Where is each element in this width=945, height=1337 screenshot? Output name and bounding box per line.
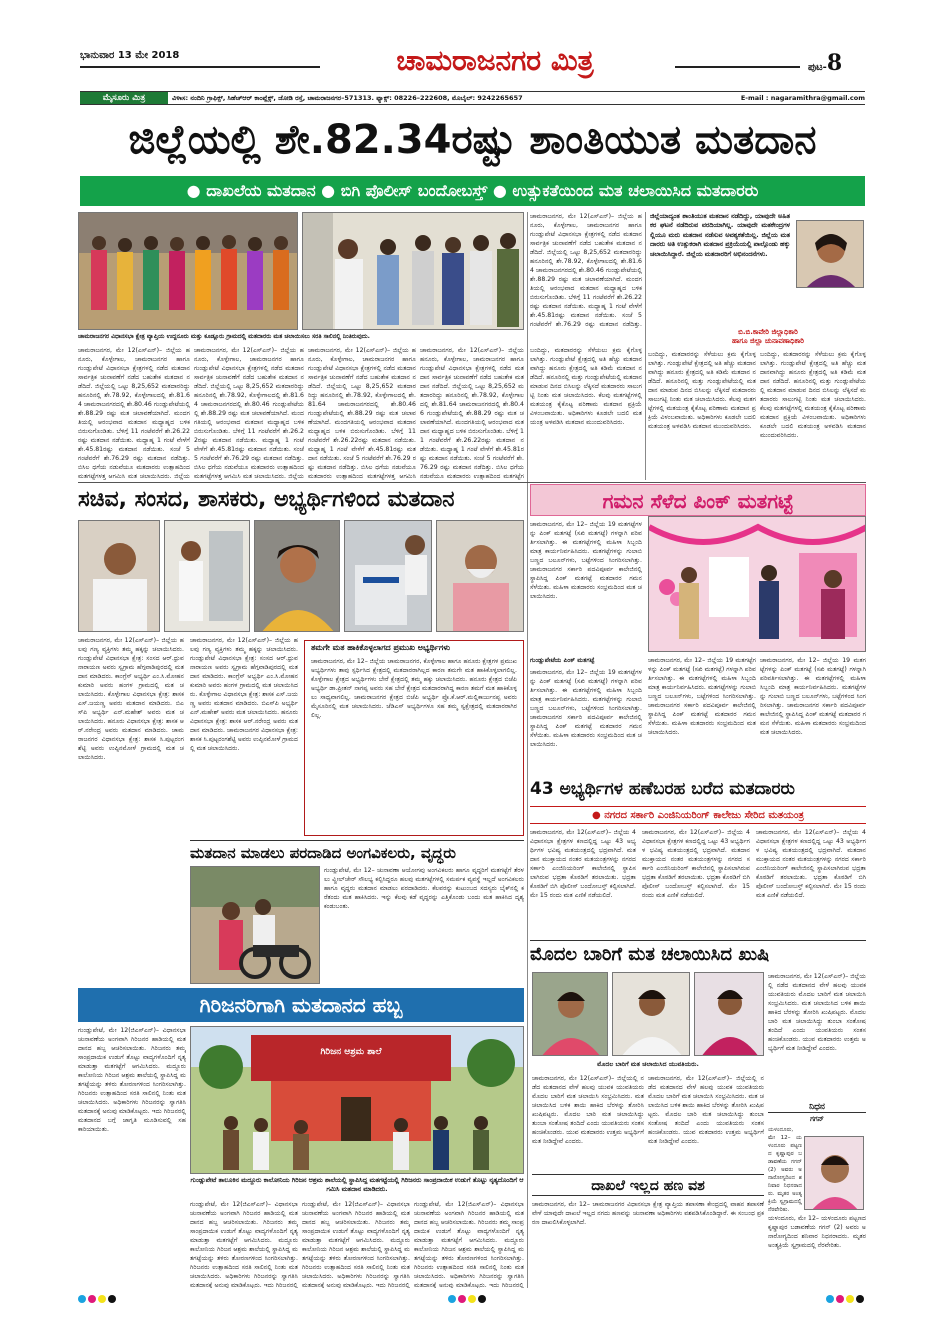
vip-photo-3 — [254, 520, 340, 632]
sub-brand: ಮೈಸೂರು ಮಿತ್ರ — [80, 92, 168, 104]
tribal-headline: ಗಿರಿಜನರಿಗಾಗಿ ಮತದಾನದ ಹಬ್ಬ — [78, 988, 524, 1022]
obituary-name: ಗಗನ್ — [810, 1115, 824, 1123]
registration-dot-yellow-left — [98, 1295, 106, 1303]
vip-photo-4 — [344, 520, 432, 632]
disabled-headline: ಮತದಾನ ಮಾಡಲು ಪರದಾಡಿದ ಅಂಗವಿಕಲರು, ವೃದ್ಧರು — [190, 840, 524, 864]
obituary-title: ನಿಧನ — [768, 1102, 866, 1113]
firsttime-body-col1: ಚಾಮರಾಜನಗರ, ಮೇ 12(ಎಸ್‌ಎನ್)– ಜಿಲ್ಲೆಯಲ್ಲಿ ನಡೆದ ಮತದಾನದ ವೇಳೆ ಹಲವು ಯುವಕ ಯುವತಿಯರು ಮೊದಲ ಬಾರಿಗೆ ಮತ ಚಲಾಯಿಸಿ ಸಂಭ್ರಮಿಸಿದರು. ಮತ ಚಲಾಯಿಸಿದ ಬಳಿಕ ಶಾಯಿ ಹಾಕಿದ ಬೆರಳನ್ನು ತೋರಿಸಿ ಖುಷಿಪಟ್ಟರು. ಮೊದಲ ಬಾರಿ ಮತ ಚಲಾಯಿಸಿದ್ದು ತುಂಬಾ ಸಂತೋಷ ತಂದಿದೆ ಎಂದು ಯುವತಿಯರು ಸಂತಸ ಹಂಚಿಕೊಂಡರು. ಯುವ ಮತದಾರರು ಉತ್ತಮ ಅಭ್ಯರ್ಥಿಗೆ ಮತ ನೀಡಿದ್ದೇವೆ ಎಂದರು. — [532, 1075, 644, 1145]
obituary-body-cont: ಯಳಂದೂರು, ಮೇ 12– ಯಳಂದೂರು ಪಟ್ಟಣದ ಕೃಷ್ಣಾಪುರ ಬಡಾವಣೆಯ ಗಗನ್ (2) ಅವರು ಅನಾರೋಗ್ಯದಿಂದ ಶನಿವಾರ ನಿಧನರಾದರು. ಮೃತರ ಅಂತ್ಯಕ್ರಿಯೆ ಸ್ವಗ್ರಾಮದಲ್ಲಿ ನೆರವೇರಿತು. — [768, 1215, 866, 1249]
tribal-banner-text: ಗಿರಿಜನ ಆಶ್ರಮ ಶಾಲೆ — [320, 1047, 382, 1057]
section-rule-1 — [78, 482, 866, 483]
tribal-body-col3: ಗುಂಡ್ಲುಪೇಟೆ, ಮೇ 12(ಜಿಎಸ್‌ಎನ್)– ವಿಧಾನಸಭಾ ಚುನಾವಣೆಯ ಅಂಗವಾಗಿ ಗಿರಿಜನರ ಹಾಡಿಯಲ್ಲಿ ಮತದಾನದ ಹಬ್ಬ ಆಚರಿಸಲಾಯಿತು. ಗಿರಿಜನರು ತಮ್ಮ ಸಾಂಪ್ರದಾಯಿಕ ಉಡುಗೆ ತೊಟ್ಟು ವಾದ್ಯಗಳೊಂದಿಗೆ ನೃತ್ಯ ಮಾಡುತ್ತಾ ಮತಗಟ್ಟೆಗೆ ಆಗಮಿಸಿದರು. ಮದ್ದೂರು ಕಾಲೋನಿಯ ಗಿರಿಜನ ಆಶ್ರಮ ಶಾಲೆಯಲ್ಲಿ ಸ್ಥಾಪಿಸಿದ್ದ ಮತಗಟ್ಟೆಯನ್ನು ತಳಿರು ತೋರಣಗಳಿಂದ ಸಿಂಗರಿಸಲಾಗಿತ್ತು. ಗಿರಿಜನರು ಉತ್ಸಾಹದಿಂದ ಸರತಿ ಸಾಲಿನಲ್ಲಿ ನಿಂತು ಮತ ಚಲಾಯಿಸಿದರು. ಅಧಿಕಾರಿಗಳು ಗಿರಿಜನರನ್ನು ಸ್ವಾಗತಿಸಿ ಮತದಾನಕ್ಕೆ ಅನುವು ಮಾಡಿಕೊಟ್ಟರು. ಇದು ಗಿರಿಜನರಲ್ಲಿ — [302, 1201, 410, 1288]
pink-body-col3: ಚಾಮರಾಜನಗರ, ಮೇ 12– ಜಿಲ್ಲೆಯ 19 ಮತಗಟ್ಟೆಗಳನ್ನು ಪಿಂಕ್ ಮತಗಟ್ಟೆ (ಸಖಿ ಮತಗಟ್ಟೆ) ಗಳನ್ನಾಗಿ ಪರಿವರ್ತಿಸಲಾಗಿತ್ತು. ಈ ಮತಗಟ್ಟೆಗಳಲ್ಲಿ ಮಹಿಳಾ ಸಿಬ್ಬಂದಿ ಮಾತ್ರ ಕಾರ್ಯನಿರ್ವಹಿಸಿದರು. ಮತಗಟ್ಟೆಗಳನ್ನು ಗುಲಾಬಿ ಬಣ್ಣದ ಬಲೂನ್‌ಗಳು, ಬಟ್ಟೆಗಳಿಂದ ಸಿಂಗರಿಸಲಾಗಿತ್ತು. ಚಾಮರಾಜನಗರ ಸರ್ಕಾರಿ ಪದವಿಪೂರ್ವ ಕಾಲೇಜಿನಲ್ಲಿ ಸ್ಥಾಪಿಸಿದ್ದ ಪಿಂಕ್ ಮತಗಟ್ಟೆ ಮತದಾರರ ಗಮನ ಸೆಳೆಯಿತು. ಮಹಿಳಾ ಮತದಾರರು ಸಂಭ್ರಮದಿಂದ ಮತ ಚಲಾಯಿಸಿದರು. — [648, 657, 756, 736]
queue-men-illustration — [303, 213, 524, 330]
lead-body-col3: ಚಾಮರಾಜನಗರ, ಮೇ 12(ಎಸ್‌ಎನ್)– ಜಿಲ್ಲೆಯ ಹನೂರು, ಕೊಳ್ಳೇಗಾಲ, ಚಾಮರಾಜನಗರ ಹಾಗೂ ಗುಂಡ್ಲುಪೇಟೆ ವಿಧಾನಸಭಾ ಕ್ಷೇತ್ರಗಳಲ್ಲಿ ನಡೆದ ಮತದಾನ ಸಾರ್ವತ್ರಿಕ ಚುನಾವಣೆಗೆ ನಡೆದ ಬಹುತೇಕ ಮತದಾನ ನಡೆದಿದೆ. ಜಿಲ್ಲೆಯಲ್ಲಿ ಒಟ್ಟು 8,25,652 ಮತದಾರರಿದ್ದು ಹನೂರಿನಲ್ಲಿ ಶೇ.78.92, ಕೊಳ್ಳೇಗಾಲದಲ್ಲಿ ಶೇ.81.64 ಚಾಮರಾಜನಗರದಲ್ಲಿ ಶೇ.80.46 ಗುಂಡ್ಲುಪೇಟೆಯಲ್ಲಿ ಶೇ.88.29 ರಷ್ಟು ಮತ ಚಲಾವಣೆಯಾಗಿದೆ. ಮಂದಗತಿಯಲ್ಲಿ ಆರಂಭವಾದ ಮತದಾನ ಮಧ್ಯಾಹ್ನದ ಬಳಿಕ ಬಿರುಸುಗೊಂಡಿತು. ಬೆಳಿಗ್ಗೆ 11 ಗಂಟೆವರೆಗೆ ಶೇ.26.22ರಷ್ಟು ಮತದಾನ ನಡೆಯಿತು. ಮಧ್ಯಾಹ್ನ 1 ಗಂಟೆ ವೇಳೆಗೆ ಶೇ.45.81ರಷ್ಟು ಮತದಾನ ನಡೆಯಿತು. ಸಂಜೆ 5 ಗಂಟೆವರೆಗೆ ಶೇ.76.29 ರಷ್ಟು ಮತದಾನ ನಡೆದಿತ್ತು. ಬಿಸಿಲ ಧಗೆಯ ನಡುವೆಯೂ ಮತದಾರರು ಉತ್ಸಾಹದಿಂದ ಮತಗಟ್ಟೆಗಳತ್ತ ಆಗಮಿಸಿ — [308, 347, 416, 480]
obituary-photo — [804, 1136, 864, 1210]
candidates43-headline: 43 ಅಭ್ಯರ್ಥಿಗಳ ಹಣೆಬರಹ ಬರೆದ ಮತದಾರರು — [530, 779, 795, 799]
vip-1-illustration — [79, 521, 160, 632]
collector-quote: ಜಿಲ್ಲೆಯಾದ್ಯಂತ ಶಾಂತಿಯುತ ಮತದಾನ ನಡೆದಿದ್ದು, ಯಾವುದೇ ಅಹಿತಕರ ಘಟನೆ ನಡೆದಿರುವ ವರದಿಯಾಗಿಲ್ಲ. ಯಾವುದೇ ಮತಕೇಂದ್ರಗಳಲ್ಲಿಯೂ ಮರು ಮತದಾನ ನಡೆಸುವ ಅವಶ್ಯಕತೆಯಿಲ್ಲ. ಜಿಲ್ಲೆಯ ಮತದಾರರು ಅತಿ ಉತ್ಸುಕರಾಗಿ ಮತದಾನ ಪ್ರಕ್ರಿಯೆಯಲ್ಲಿ ಪಾಲ್ಗೊಂಡು ಹಕ್ಕು ಚಲಾಯಿಸಿದ್ದಾರೆ. ಜಿಲ್ಲೆಯ ಮತದಾರರಿಗೆ ಅಭಿನಂದನೆಗಳು. — [650, 212, 790, 258]
registration-dot-cyan-right — [826, 1295, 834, 1303]
candidates43-body-col2: ಚಾಮರಾಜನಗರ, ಮೇ 12(ಎಸ್‌ಎನ್)– ಜಿಲ್ಲೆಯ 4 ವಿಧಾನಸಭಾ ಕ್ಷೇತ್ರಗಳ ಕಣದಲ್ಲಿದ್ದ ಒಟ್ಟು 43 ಅಭ್ಯರ್ಥಿಗಳ ಭವಿಷ್ಯ ಮತಯಂತ್ರದಲ್ಲಿ ಭದ್ರವಾಗಿದೆ. ಮತದಾನ ಮುಕ್ತಾಯದ ನಂತರ ಮತಯಂತ್ರಗಳನ್ನು ನಗರದ ಸರ್ಕಾರಿ ಎಂಜಿನಿಯರಿಂಗ್ ಕಾಲೇಜಿನಲ್ಲಿ ಸ್ಥಾಪಿಸಲಾಗಿರುವ ಭದ್ರತಾ ಕೊಠಡಿಗೆ ತರಲಾಯಿತು. ಭದ್ರತಾ ಕೊಠಡಿಗೆ ಬಿಗಿ ಪೊಲೀಸ್ ಬಂದೋಬಸ್ತ್ ಕಲ್ಪಿಸಲಾಗಿದೆ. ಮೇ 15 ರಂದು ಮತ ಎಣಿಕೆ ನಡೆಯಲಿದೆ. — [642, 829, 750, 899]
disabled-illustration — [191, 867, 320, 984]
lead-photo-queue-women — [78, 212, 298, 330]
child-portrait-illustration — [805, 1137, 864, 1210]
firsttime-3-illustration — [695, 973, 764, 1056]
firsttime-photo-1 — [532, 972, 608, 1056]
firsttime-body-col3: ಚಾಮರಾಜನಗರ, ಮೇ 12(ಎಸ್‌ಎನ್)– ಜಿಲ್ಲೆಯಲ್ಲಿ ನಡೆದ ಮತದಾನದ ವೇಳೆ ಹಲವು ಯುವಕ ಯುವತಿಯರು ಮೊದಲ ಬಾರಿಗೆ ಮತ ಚಲಾಯಿಸಿ ಸಂಭ್ರಮಿಸಿದರು. ಮತ ಚಲಾಯಿಸಿದ ಬಳಿಕ ಶಾಯಿ ಹಾಕಿದ ಬೆರಳನ್ನು ತೋರಿಸಿ ಖುಷಿಪಟ್ಟರು. ಮೊದಲ ಬಾರಿ ಮತ ಚಲಾಯಿಸಿದ್ದು ತುಂಬಾ ಸಂತೋಷ ತಂದಿದೆ ಎಂದು ಯುವತಿಯರು ಸಂತಸ ಹಂಚಿಕೊಂಡರು. ಯುವ ಮತದಾರರು ಉತ್ತಮ ಅಭ್ಯರ್ಥಿಗೆ ಮತ ನೀಡಿದ್ದೇವೆ ಎಂದರು. — [768, 973, 866, 1052]
mid-col-c: ಬಂದಿದ್ದು, ಮತದಾರರನ್ನು ಸೆಳೆಯಲು ಕ್ರಮ ಕೈಗೊಳ್ಳಲಾಗಿತ್ತು. ಗುಂಡ್ಲುಪೇಟೆ ಕ್ಷೇತ್ರದಲ್ಲಿ ಅತಿ ಹೆಚ್ಚು ಮತದಾನವಾಗಿದ್ದು ಹನೂರು ಕ್ಷೇತ್ರದಲ್ಲಿ ಅತಿ ಕಡಿಮೆ ಮತದಾನ ನಡೆದಿದೆ. ಹನೂರಿನಲ್ಲಿ ಮತ್ತು ಗುಂಡ್ಲುಪೇಟೆಯಲ್ಲಿ ಮತದಾನ ಮಾಡುವ ದಿನದ ಬಿಸಿಲನ್ನು ಲೆಕ್ಕಿಸದೆ ಮತದಾರರು ಸಾಲುಗಟ್ಟಿ ನಿಂತು ಮತ ಚಲಾಯಿಸಿದರು. ಕೆಲವು ಮತಗಟ್ಟೆಗಳಲ್ಲಿ ಮತಯಂತ್ರ ಕೈಕೊಟ್ಟ ಪರಿಣಾಮ ಮತದಾನ ಪ್ರಕ್ರಿಯೆ ವಿಳಂಬವಾಯಿತು. ಅಧಿಕಾರಿಗಳು ಕೂಡಲೇ ಬದಲಿ ಮತಯಂತ್ರ ಅಳವಡಿಸಿ ಮತದಾನ ಮುಂದುವರಿಸಿದರು. — [760, 351, 866, 439]
mid-col-b: ಬಂದಿದ್ದು, ಮತದಾರರನ್ನು ಸೆಳೆಯಲು ಕ್ರಮ ಕೈಗೊಳ್ಳಲಾಗಿತ್ತು. ಗುಂಡ್ಲುಪೇಟೆ ಕ್ಷೇತ್ರದಲ್ಲಿ ಅತಿ ಹೆಚ್ಚು ಮತದಾನವಾಗಿದ್ದು ಹನೂರು ಕ್ಷೇತ್ರದಲ್ಲಿ ಅತಿ ಕಡಿಮೆ ಮತದಾನ ನಡೆದಿದೆ. ಹನೂರಿನಲ್ಲಿ ಮತ್ತು ಗುಂಡ್ಲುಪೇಟೆಯಲ್ಲಿ ಮತದಾನ ಮಾಡುವ ದಿನದ ಬಿಸಿಲನ್ನು ಲೆಕ್ಕಿಸದೆ ಮತದಾರರು ಸಾಲುಗಟ್ಟಿ ನಿಂತು ಮತ ಚಲಾಯಿಸಿದರು. ಕೆಲವು ಮತಗಟ್ಟೆಗಳಲ್ಲಿ ಮತಯಂತ್ರ ಕೈಕೊಟ್ಟ ಪರಿಣಾಮ ಮತದಾನ ಪ್ರಕ್ರಿಯೆ ವಿಳಂಬವಾಯಿತು. ಅಧಿಕಾರಿಗಳು ಕೂಡಲೇ ಬದಲಿ ಮತಯಂತ್ರ ಅಳವಡಿಸಿ ಮತದಾನ ಮುಂದುವರಿಸಿದರು. — [648, 351, 756, 430]
registration-dot-cyan-left — [78, 1295, 86, 1303]
pink-body-col2: ಚಾಮರಾಜನಗರ, ಮೇ 12– ಜಿಲ್ಲೆಯ 19 ಮತಗಟ್ಟೆಗಳನ್ನು ಪಿಂಕ್ ಮತಗಟ್ಟೆ (ಸಖಿ ಮತಗಟ್ಟೆ) ಗಳನ್ನಾಗಿ ಪರಿವರ್ತಿಸಲಾಗಿತ್ತು. ಈ ಮತಗಟ್ಟೆಗಳಲ್ಲಿ ಮಹಿಳಾ ಸಿಬ್ಬಂದಿ ಮಾತ್ರ ಕಾರ್ಯನಿರ್ವಹಿಸಿದರು. ಮತಗಟ್ಟೆಗಳನ್ನು ಗುಲಾಬಿ ಬಣ್ಣದ ಬಲೂನ್‌ಗಳು, ಬಟ್ಟೆಗಳಿಂದ ಸಿಂಗರಿಸಲಾಗಿತ್ತು. ಚಾಮರಾಜನಗರ ಸರ್ಕಾರಿ ಪದವಿಪೂರ್ವ ಕಾಲೇಜಿನಲ್ಲಿ ಸ್ಥಾಪಿಸಿದ್ದ ಪಿಂಕ್ ಮತಗಟ್ಟೆ ಮತದಾರರ ಗಮನ ಸೆಳೆಯಿತು. ಮಹಿಳಾ ಮತದಾರರು ಸಂಭ್ರಮದಿಂದ ಮತ ಚಲಾಯಿಸಿದರು. — [530, 669, 642, 748]
masthead-rule-left — [80, 66, 320, 68]
firsttime-2-illustration — [613, 973, 690, 1056]
lead-subhead: ● ದಾಖಲೆಯ ಮತದಾನ ● ಬಿಗಿ ಪೊಲೀಸ್ ಬಂದೋಬಸ್ತ್ ● ಉತ್ಸುಕತೆಯಿಂದ ಮತ ಚಲಾಯಿಸಿದ ಮತದಾರರು — [80, 176, 865, 206]
mid-col-a: ಬಂದಿದ್ದು, ಮತದಾರರನ್ನು ಸೆಳೆಯಲು ಕ್ರಮ ಕೈಗೊಳ್ಳಲಾಗಿತ್ತು. ಗುಂಡ್ಲುಪೇಟೆ ಕ್ಷೇತ್ರದಲ್ಲಿ ಅತಿ ಹೆಚ್ಚು ಮತದಾನವಾಗಿದ್ದು ಹನೂರು ಕ್ಷೇತ್ರದಲ್ಲಿ ಅತಿ ಕಡಿಮೆ ಮತದಾನ ನಡೆದಿದೆ. ಹನೂರಿನಲ್ಲಿ ಮತ್ತು ಗುಂಡ್ಲುಪೇಟೆಯಲ್ಲಿ ಮತದಾನ ಮಾಡುವ ದಿನದ ಬಿಸಿಲನ್ನು ಲೆಕ್ಕಿಸದೆ ಮತದಾರರು ಸಾಲುಗಟ್ಟಿ ನಿಂತು ಮತ ಚಲಾಯಿಸಿದರು. ಕೆಲವು ಮತಗಟ್ಟೆಗಳಲ್ಲಿ ಮತಯಂತ್ರ ಕೈಕೊಟ್ಟ ಪರಿಣಾಮ ಮತದಾನ ಪ್ರಕ್ರಿಯೆ ವಿಳಂಬವಾಯಿತು. ಅಧಿಕಾರಿಗಳು ಕೂಡಲೇ ಬದಲಿ ಮತಯಂತ್ರ ಅಳವಡಿಸಿ ಮತದಾನ ಮುಂದುವರಿಸಿದರು. — [530, 347, 642, 426]
masthead-title: ಚಾಮರಾಜನಗರ ಮಿತ್ರ — [396, 44, 594, 77]
tribal-body-col2: ಗುಂಡ್ಲುಪೇಟೆ, ಮೇ 12(ಜಿಎಸ್‌ಎನ್)– ವಿಧಾನಸಭಾ ಚುನಾವಣೆಯ ಅಂಗವಾಗಿ ಗಿರಿಜನರ ಹಾಡಿಯಲ್ಲಿ ಮತದಾನದ ಹಬ್ಬ ಆಚರಿಸಲಾಯಿತು. ಗಿರಿಜನರು ತಮ್ಮ ಸಾಂಪ್ರದಾಯಿಕ ಉಡುಗೆ ತೊಟ್ಟು ವಾದ್ಯಗಳೊಂದಿಗೆ ನೃತ್ಯ ಮಾಡುತ್ತಾ ಮತಗಟ್ಟೆಗೆ ಆಗಮಿಸಿದರು. ಮದ್ದೂರು ಕಾಲೋನಿಯ ಗಿರಿಜನ ಆಶ್ರಮ ಶಾಲೆಯಲ್ಲಿ ಸ್ಥಾಪಿಸಿದ್ದ ಮತಗಟ್ಟೆಯನ್ನು ತಳಿರು ತೋರಣಗಳಿಂದ ಸಿಂಗರಿಸಲಾಗಿತ್ತು. ಗಿರಿಜನರು ಉತ್ಸಾಹದಿಂದ ಸರತಿ ಸಾಲಿನಲ್ಲಿ ನಿಂತು ಮತ ಚಲಾಯಿಸಿದರು. ಅಧಿಕಾರಿಗಳು ಗಿರಿಜನರನ್ನು ಸ್ವಾಗತಿಸಿ ಮತದಾನಕ್ಕೆ ಅನುವು ಮಾಡಿಕೊಟ್ಟರು. ಇದು ಗಿರಿಜನರಲ್ಲಿ — [190, 1201, 298, 1288]
collector-quote-box — [650, 212, 866, 344]
registration-dot-magenta-left — [88, 1295, 96, 1303]
address-bar — [80, 91, 865, 105]
vip-5-illustration — [437, 521, 524, 632]
pink-photo — [648, 516, 866, 652]
candidates-box-body: ಚಾಮರಾಜನಗರ, ಮೇ 12– ಜಿಲ್ಲೆಯ ಚಾಮರಾಜನಗರ, ಕೊಳ್ಳೇಗಾಲ ಹಾಗೂ ಹನೂರು ಕ್ಷೇತ್ರಗಳ ಪ್ರಮುಖ ಅಭ್ಯರ್ಥಿಗಳು ತಾವು ಸ್ಪರ್ಧಿಸಿದ ಕ್ಷೇತ್ರದಲ್ಲಿ ಮತದಾರರಾಗಿಲ್ಲದ ಕಾರಣ ತಮಗೇ ಮತ ಹಾಕಿಕೊಳ್ಳಲಾಗಲಿಲ್ಲ. ಕೊಳ್ಳೇಗಾಲ ಕ್ಷೇತ್ರದ ಅಭ್ಯರ್ಥಿಗಳು ಬೇರೆ ಕ್ಷೇತ್ರದಲ್ಲಿ ತಮ್ಮ ಹಕ್ಕು ಚಲಾಯಿಸಿದರು. ಹನೂರು ಕ್ಷೇತ್ರದ ಬಿಜೆಪಿ ಅಭ್ಯರ್ಥಿ ಡಾ.ಪ್ರೀತನ್ ನಾಗಪ್ಪ ಅವರು ಸಹ ಬೇರೆ ಕ್ಷೇತ್ರದ ಮತದಾರರಾಗಿದ್ದ ಕಾರಣ ತಮಗೆ ಮತ ಹಾಕಿಕೊಳ್ಳಲು ಸಾಧ್ಯವಾಗಲಿಲ್ಲ. ಚಾಮರಾಜನಗರ ಕ್ಷೇತ್ರದ ಬಿಜೆಪಿ ಅಭ್ಯರ್ಥಿ ಪ್ರೊ.ಕೆ.ಆರ್.ಮಲ್ಲಿಕಾರ್ಜುನಪ್ಪ ಅವರು ಮೈಸೂರಿನಲ್ಲಿ ಮತ ಚಲಾಯಿಸಿದರು. ಜೆಡಿಎಸ್ ಅಭ್ಯರ್ಥಿಗಳೂ ಸಹ ತಮ್ಮ ಸ್ವಕ್ಷೇತ್ರದಲ್ಲಿ ಮತದಾರರಾಗಿರಲಿಲ್ಲ. — [311, 658, 517, 719]
lead-body-col5: ಚಾಮರಾಜನಗರ, ಮೇ 12(ಎಸ್‌ಎನ್)– ಜಿಲ್ಲೆಯ ಹನೂರು, ಕೊಳ್ಳೇಗಾಲ, ಚಾಮರಾಜನಗರ ಹಾಗೂ ಗುಂಡ್ಲುಪೇಟೆ ವಿಧಾನಸಭಾ ಕ್ಷೇತ್ರಗಳಲ್ಲಿ ನಡೆದ ಮತದಾನ ಸಾರ್ವತ್ರಿಕ ಚುನಾವಣೆಗೆ ನಡೆದ ಬಹುತೇಕ ಮತದಾನ ನಡೆದಿದೆ. ಜಿಲ್ಲೆಯಲ್ಲಿ ಒಟ್ಟು 8,25,652 ಮತದಾರರಿದ್ದು ಹನೂರಿನಲ್ಲಿ ಶೇ.78.92, ಕೊಳ್ಳೇಗಾಲದಲ್ಲಿ ಶೇ.81.64 ಚಾಮರಾಜನಗರದಲ್ಲಿ ಶೇ.80.46 ಗುಂಡ್ಲುಪೇಟೆಯಲ್ಲಿ ಶೇ.88.29 ರಷ್ಟು ಮತ ಚಲಾವಣೆಯಾಗಿದೆ. ಮಂದಗತಿಯಲ್ಲಿ ಆರಂಭವಾದ ಮತದಾನ ಮಧ್ಯಾಹ್ನದ ಬಳಿಕ ಬಿರುಸುಗೊಂಡಿತು. ಬೆಳಿಗ್ಗೆ 11 ಗಂಟೆವರೆಗೆ ಶೇ.26.22ರಷ್ಟು ಮತದಾನ ನಡೆಯಿತು. ಮಧ್ಯಾಹ್ನ 1 ಗಂಟೆ ವೇಳೆಗೆ ಶೇ.45.81ರಷ್ಟು ಮತದಾನ ನಡೆಯಿತು. ಸಂಜೆ 5 ಗಂಟೆವರೆಗೆ ಶೇ.76.29 ರಷ್ಟು ಮತದಾನ ನಡೆದಿತ್ತು. — [530, 213, 642, 328]
masthead-rule-right — [675, 66, 800, 68]
firsttime-1-illustration — [533, 973, 608, 1056]
firsttime-body-col2: ಚಾಮರಾಜನಗರ, ಮೇ 12(ಎಸ್‌ಎನ್)– ಜಿಲ್ಲೆಯಲ್ಲಿ ನಡೆದ ಮತದಾನದ ವೇಳೆ ಹಲವು ಯುವಕ ಯುವತಿಯರು ಮೊದಲ ಬಾರಿಗೆ ಮತ ಚಲಾಯಿಸಿ ಸಂಭ್ರಮಿಸಿದರು. ಮತ ಚಲಾಯಿಸಿದ ಬಳಿಕ ಶಾಯಿ ಹಾಕಿದ ಬೆರಳನ್ನು ತೋರಿಸಿ ಖುಷಿಪಟ್ಟರು. ಮೊದಲ ಬಾರಿ ಮತ ಚಲಾಯಿಸಿದ್ದು ತುಂಬಾ ಸಂತೋಷ ತಂದಿದೆ ಎಂದು ಯುವತಿಯರು ಸಂತಸ ಹಂಚಿಕೊಂಡರು. ಯುವ ಮತದಾರರು ಉತ್ತಮ ಅಭ್ಯರ್ಥಿಗೆ ಮತ ನೀಡಿದ್ದೇವೆ ಎಂದರು. — [648, 1075, 764, 1145]
collector-illustration — [797, 221, 864, 288]
vip-headline: ಸಚಿವ, ಸಂಸದ, ಶಾಸಕರು, ಅಭ್ಯರ್ಥಿಗಳಿಂದ ಮತದಾನ — [78, 487, 455, 512]
pink-headline: ಗಮನ ಸೆಳೆದ ಪಿಂಕ್ ಮತಗಟ್ಟೆ — [530, 484, 866, 516]
page-number: 8 — [826, 50, 843, 76]
money-headline: ದಾಖಲೆ ಇಲ್ಲದ ಹಣ ವಶ — [532, 1174, 764, 1196]
lead-body-col4: ಚಾಮರಾಜನಗರ, ಮೇ 12(ಎಸ್‌ಎನ್)– ಜಿಲ್ಲೆಯ ಹನೂರು, ಕೊಳ್ಳೇಗಾಲ, ಚಾಮರಾಜನಗರ ಹಾಗೂ ಗುಂಡ್ಲುಪೇಟೆ ವಿಧಾನಸಭಾ ಕ್ಷೇತ್ರಗಳಲ್ಲಿ ನಡೆದ ಮತದಾನ ಸಾರ್ವತ್ರಿಕ ಚುನಾವಣೆಗೆ ನಡೆದ ಬಹುತೇಕ ಮತದಾನ ನಡೆದಿದೆ. ಜಿಲ್ಲೆಯಲ್ಲಿ ಒಟ್ಟು 8,25,652 ಮತದಾರರಿದ್ದು ಹನೂರಿನಲ್ಲಿ ಶೇ.78.92, ಕೊಳ್ಳೇಗಾಲದಲ್ಲಿ ಶೇ.81.64 ಚಾಮರಾಜನಗರದಲ್ಲಿ ಶೇ.80.46 ಗುಂಡ್ಲುಪೇಟೆಯಲ್ಲಿ ಶೇ.88.29 ರಷ್ಟು ಮತ ಚಲಾವಣೆಯಾಗಿದೆ. ಮಂದಗತಿಯಲ್ಲಿ ಆರಂಭವಾದ ಮತದಾನ ಮಧ್ಯಾಹ್ನದ ಬಳಿಕ ಬಿರುಸುಗೊಂಡಿತು. ಬೆಳಿಗ್ಗೆ 11 ಗಂಟೆವರೆಗೆ ಶೇ.26.22ರಷ್ಟು ಮತದಾನ ನಡೆಯಿತು. ಮಧ್ಯಾಹ್ನ 1 ಗಂಟೆ ವೇಳೆಗೆ ಶೇ.45.81ರಷ್ಟು ಮತದಾನ ನಡೆಯಿತು. ಸಂಜೆ 5 ಗಂಟೆವರೆಗೆ ಶೇ.76.29 ರಷ್ಟು ಮತದಾನ ನಡೆದಿತ್ತು. ಬಿಸಿಲ ಧಗೆಯ ನಡುವೆಯೂ ಮತದಾರರು ಉತ್ಸಾಹದಿಂದ ಮತಗಟ್ಟೆಗ — [420, 347, 524, 480]
candidates43-body-col1: ಚಾಮರಾಜನಗರ, ಮೇ 12(ಎಸ್‌ಎನ್)– ಜಿಲ್ಲೆಯ 4 ವಿಧಾನಸಭಾ ಕ್ಷೇತ್ರಗಳ ಕಣದಲ್ಲಿದ್ದ ಒಟ್ಟು 43 ಅಭ್ಯರ್ಥಿಗಳ ಭವಿಷ್ಯ ಮತಯಂತ್ರದಲ್ಲಿ ಭದ್ರವಾಗಿದೆ. ಮತದಾನ ಮುಕ್ತಾಯದ ನಂತರ ಮತಯಂತ್ರಗಳನ್ನು ನಗರದ ಸರ್ಕಾರಿ ಎಂಜಿನಿಯರಿಂಗ್ ಕಾಲೇಜಿನಲ್ಲಿ ಸ್ಥಾಪಿಸಲಾಗಿರುವ ಭದ್ರತಾ ಕೊಠಡಿಗೆ ತರಲಾಯಿತು. ಭದ್ರತಾ ಕೊಠಡಿಗೆ ಬಿಗಿ ಪೊಲೀಸ್ ಬಂದೋಬಸ್ತ್ ಕಲ್ಪಿಸಲಾಗಿದೆ. ಮೇ 15 ರಂದು ಮತ ಎಣಿಕೆ ನಡೆಯಲಿದೆ. — [530, 829, 636, 899]
candidates43-body-col3: ಚಾಮರಾಜನಗರ, ಮೇ 12(ಎಸ್‌ಎನ್)– ಜಿಲ್ಲೆಯ 4 ವಿಧಾನಸಭಾ ಕ್ಷೇತ್ರಗಳ ಕಣದಲ್ಲಿದ್ದ ಒಟ್ಟು 43 ಅಭ್ಯರ್ಥಿಗಳ ಭವಿಷ್ಯ ಮತಯಂತ್ರದಲ್ಲಿ ಭದ್ರವಾಗಿದೆ. ಮತದಾನ ಮುಕ್ತಾಯದ ನಂತರ ಮತಯಂತ್ರಗಳನ್ನು ನಗರದ ಸರ್ಕಾರಿ ಎಂಜಿನಿಯರಿಂಗ್ ಕಾಲೇಜಿನಲ್ಲಿ ಸ್ಥಾಪಿಸಲಾಗಿರುವ ಭದ್ರತಾ ಕೊಠಡಿಗೆ ತರಲಾಯಿತು. ಭದ್ರತಾ ಕೊಠಡಿಗೆ ಬಿಗಿ ಪೊಲೀಸ್ ಬಂದೋಬಸ್ತ್ ಕಲ್ಪಿಸಲಾಗಿದೆ. ಮೇ 15 ರಂದು ಮತ ಎಣಿಕೆ ನಡೆಯಲಿದೆ. — [756, 829, 866, 899]
candidates-box-headline: ತಮಗೇ ಮತ ಹಾಕಿಕೊಳ್ಳಲಾಗದ ಪ್ರಮುಖ ಅಭ್ಯರ್ಥಿಗಳು — [311, 643, 451, 652]
masthead-page — [808, 50, 842, 76]
firsttime-caption: ಮೊದಲ ಬಾರಿಗೆ ಮತ ಚಲಾಯಿಸಿದ ಯುವತಿಯರು. — [597, 1061, 699, 1068]
pink-booth-illustration — [649, 517, 866, 652]
vip-photo-1 — [78, 520, 160, 632]
collector-name: ಬಿ.ಬಿ.ಕಾವೇರಿ ಜಿಲ್ಲಾಧಿಕಾರಿ — [738, 328, 798, 336]
registration-dot-black-left — [108, 1295, 116, 1303]
column-rule-2 — [645, 212, 646, 480]
vip-4-illustration — [345, 521, 432, 632]
column-rule-1 — [527, 212, 528, 1288]
vip-body-col1: ಚಾಮರಾಜನಗರ, ಮೇ 12(ಎಸ್‌ಎನ್)– ಜಿಲ್ಲೆಯ ಹಲವು ಗಣ್ಯ ವ್ಯಕ್ತಿಗಳು ತಮ್ಮ ಹಕ್ಕನ್ನು ಚಲಾಯಿಸಿದರು. ಗುಂಡ್ಲುಪೇಟೆ ವಿಧಾನಸಭಾ ಕ್ಷೇತ್ರ: ಸಂಸದ ಆರ್.ಧ್ರುವನಾರಾಯಣ ಅವರು ಸ್ವಗ್ರಾಮ ಹೆಗ್ಗವಾಡಿಪುರದಲ್ಲಿ ಮತದಾನ ಮಾಡಿದರು. ಕಾಂಗ್ರೆಸ್ ಅಭ್ಯರ್ಥಿ ಎಂ.ಸಿ.ಮೋಹನಕುಮಾರಿ ಅವರು ಹಂಗಳ ಗ್ರಾಮದಲ್ಲಿ ಮತ ಚಲಾಯಿಸಿದರು. ಕೊಳ್ಳೇಗಾಲ ವಿಧಾನಸಭಾ ಕ್ಷೇತ್ರ: ಶಾಸಕ ಎಸ್.ಜಯಣ್ಣ ಅವರು ಮತದಾನ ಮಾಡಿದರು. ಬಿಎಸ್‌ಪಿ ಅಭ್ಯರ್ಥಿ ಎನ್.ಮಹೇಶ್ ಅವರು ಮತ ಚಲಾಯಿಸಿದರು. ಹನೂರು ವಿಧಾನಸಭಾ ಕ್ಷೇತ್ರ: ಶಾಸಕ ಆರ್.ನರೇಂದ್ರ ಅವರು ಮತದಾನ ಮಾಡಿದರು. ಚಾಮರಾಜನಗರ ವಿಧಾನಸಭಾ ಕ್ಷೇತ್ರ: ಶಾಸಕ ಸಿ.ಪುಟ್ಟರಂಗಶೆಟ್ಟಿ ಅವರು ಉಪ್ಪಿನಮೋಳೆ ಗ್ರಾಮದಲ್ಲಿ ಮತ ಚಲಾಯಿಸಿದರು. — [78, 637, 184, 761]
firsttime-headline: ಮೊದಲ ಬಾರಿಗೆ ಮತ ಚಲಾಯಿಸಿದ ಖುಷಿ — [530, 940, 866, 968]
registration-dot-cyan-mid — [448, 1295, 456, 1303]
page-label: ಪುಟ- — [808, 62, 827, 73]
money-body-col1: ಚಾಮರಾಜನಗರ, ಮೇ 12– ಚಾಮರಾಜನಗರ ವಿಧಾನಸಭಾ ಕ್ಷೇತ್ರ ವ್ಯಾಪ್ತಿಯ ತಪಾಸಣಾ ಕೇಂದ್ರದಲ್ಲಿ ವಾಹನ ತಪಾಸಣೆ ವೇಳೆ ಯಾವುದೇ ದಾಖಲೆ ಇಲ್ಲದ ನಗದು ಹಣವನ್ನು ಚುನಾವಣಾ ಅಧಿಕಾರಿಗಳು ವಶಪಡಿಸಿಕೊಂಡಿದ್ದಾರೆ. ಈ ಸಂಬಂಧ ಪ್ರಕರಣ ದಾಖಲಿಸಿಕೊಳ್ಳಲಾಗಿದೆ. — [532, 1201, 764, 1226]
disabled-photo — [190, 866, 320, 984]
obituary-box — [768, 1102, 866, 1288]
candidates43-subhead: ● ನಗರದ ಸರ್ಕಾರಿ ಎಂಜಿನಿಯರಿಂಗ್ ಕಾಲೇಜು ಸೇರಿದ ಮತಯಂತ್ರ — [530, 806, 866, 824]
pink-body-col1: ಚಾಮರಾಜನಗರ, ಮೇ 12– ಜಿಲ್ಲೆಯ 19 ಮತಗಟ್ಟೆಗಳನ್ನು ಪಿಂಕ್ ಮತಗಟ್ಟೆ (ಸಖಿ ಮತಗಟ್ಟೆ) ಗಳನ್ನಾಗಿ ಪರಿವರ್ತಿಸಲಾಗಿತ್ತು. ಈ ಮತಗಟ್ಟೆಗಳಲ್ಲಿ ಮಹಿಳಾ ಸಿಬ್ಬಂದಿ ಮಾತ್ರ ಕಾರ್ಯನಿರ್ವಹಿಸಿದರು. ಮತಗಟ್ಟೆಗಳನ್ನು ಗುಲಾಬಿ ಬಣ್ಣದ ಬಲೂನ್‌ಗಳು, ಬಟ್ಟೆಗಳಿಂದ ಸಿಂಗರಿಸಲಾಗಿತ್ತು. ಚಾಮರಾಜನಗರ ಸರ್ಕಾರಿ ಪದವಿಪೂರ್ವ ಕಾಲೇಜಿನಲ್ಲಿ ಸ್ಥಾಪಿಸಿದ್ದ ಪಿಂಕ್ ಮತಗಟ್ಟೆ ಮತದಾರರ ಗಮನ ಸೆಳೆಯಿತು. ಮಹಿಳಾ ಮತದಾರರು ಸಂಭ್ರಮದಿಂದ ಮತ ಚಲಾಯಿಸಿದರು. — [530, 521, 642, 600]
tribal-body-col4: ಗುಂಡ್ಲುಪೇಟೆ, ಮೇ 12(ಜಿಎಸ್‌ಎನ್)– ವಿಧಾನಸಭಾ ಚುನಾವಣೆಯ ಅಂಗವಾಗಿ ಗಿರಿಜನರ ಹಾಡಿಯಲ್ಲಿ ಮತದಾನದ ಹಬ್ಬ ಆಚರಿಸಲಾಯಿತು. ಗಿರಿಜನರು ತಮ್ಮ ಸಾಂಪ್ರದಾಯಿಕ ಉಡುಗೆ ತೊಟ್ಟು ವಾದ್ಯಗಳೊಂದಿಗೆ ನೃತ್ಯ ಮಾಡುತ್ತಾ ಮತಗಟ್ಟೆಗೆ ಆಗಮಿಸಿದರು. ಮದ್ದೂರು ಕಾಲೋನಿಯ ಗಿರಿಜನ ಆಶ್ರಮ ಶಾಲೆಯಲ್ಲಿ ಸ್ಥಾಪಿಸಿದ್ದ ಮತಗಟ್ಟೆಯನ್ನು ತಳಿರು ತೋರಣಗಳಿಂದ ಸಿಂಗರಿಸಲಾಗಿತ್ತು. ಗಿರಿಜನರು ಉತ್ಸಾಹದಿಂದ ಸರತಿ ಸಾಲಿನಲ್ಲಿ ನಿಂತು ಮತ ಚಲಾಯಿಸಿದರು. ಅಧಿಕಾರಿಗಳು ಗಿರಿಜನರನ್ನು ಸ್ವಾಗತಿಸಿ ಮತದಾನಕ್ಕೆ ಅನುವು ಮಾಡಿಕೊಟ್ಟರು. ಇದು ಗಿರಿಜನರಲ್ಲಿ — [414, 1201, 524, 1288]
vip-body-col2: ಚಾಮರಾಜನಗರ, ಮೇ 12(ಎಸ್‌ಎನ್)– ಜಿಲ್ಲೆಯ ಹಲವು ಗಣ್ಯ ವ್ಯಕ್ತಿಗಳು ತಮ್ಮ ಹಕ್ಕನ್ನು ಚಲಾಯಿಸಿದರು. ಗುಂಡ್ಲುಪೇಟೆ ವಿಧಾನಸಭಾ ಕ್ಷೇತ್ರ: ಸಂಸದ ಆರ್.ಧ್ರುವನಾರಾಯಣ ಅವರು ಸ್ವಗ್ರಾಮ ಹೆಗ್ಗವಾಡಿಪುರದಲ್ಲಿ ಮತದಾನ ಮಾಡಿದರು. ಕಾಂಗ್ರೆಸ್ ಅಭ್ಯರ್ಥಿ ಎಂ.ಸಿ.ಮೋಹನಕುಮಾರಿ ಅವರು ಹಂಗಳ ಗ್ರಾಮದಲ್ಲಿ ಮತ ಚಲಾಯಿಸಿದರು. ಕೊಳ್ಳೇಗಾಲ ವಿಧಾನಸಭಾ ಕ್ಷೇತ್ರ: ಶಾಸಕ ಎಸ್.ಜಯಣ್ಣ ಅವರು ಮತದಾನ ಮಾಡಿದರು. ಬಿಎಸ್‌ಪಿ ಅಭ್ಯರ್ಥಿ ಎನ್.ಮಹೇಶ್ ಅವರು ಮತ ಚಲಾಯಿಸಿದರು. ಹನೂರು ವಿಧಾನಸಭಾ ಕ್ಷೇತ್ರ: ಶಾಸಕ ಆರ್.ನರೇಂದ್ರ ಅವರು ಮತದಾನ ಮಾಡಿದರು. ಚಾಮರಾಜನಗರ ವಿಧಾನಸಭಾ ಕ್ಷೇತ್ರ: ಶಾಸಕ ಸಿ.ಪುಟ್ಟರಂಗಶೆಟ್ಟಿ ಅವರು ಉಪ್ಪಿನಮೋಳೆ ಗ್ರಾಮದಲ್ಲಿ ಮತ ಚಲಾಯಿಸಿದರು. — [190, 637, 298, 752]
lead-body-col2: ಚಾಮರಾಜನಗರ, ಮೇ 12(ಎಸ್‌ಎನ್)– ಜಿಲ್ಲೆಯ ಹನೂರು, ಕೊಳ್ಳೇಗಾಲ, ಚಾಮರಾಜನಗರ ಹಾಗೂ ಗುಂಡ್ಲುಪೇಟೆ ವಿಧಾನಸಭಾ ಕ್ಷೇತ್ರಗಳಲ್ಲಿ ನಡೆದ ಮತದಾನ ಸಾರ್ವತ್ರಿಕ ಚುನಾವಣೆಗೆ ನಡೆದ ಬಹುತೇಕ ಮತದಾನ ನಡೆದಿದೆ. ಜಿಲ್ಲೆಯಲ್ಲಿ ಒಟ್ಟು 8,25,652 ಮತದಾರರಿದ್ದು ಹನೂರಿನಲ್ಲಿ ಶೇ.78.92, ಕೊಳ್ಳೇಗಾಲದಲ್ಲಿ ಶೇ.81.64 ಚಾಮರಾಜನಗರದಲ್ಲಿ ಶೇ.80.46 ಗುಂಡ್ಲುಪೇಟೆಯಲ್ಲಿ ಶೇ.88.29 ರಷ್ಟು ಮತ ಚಲಾವಣೆಯಾಗಿದೆ. ಮಂದಗತಿಯಲ್ಲಿ ಆರಂಭವಾದ ಮತದಾನ ಮಧ್ಯಾಹ್ನದ ಬಳಿಕ ಬಿರುಸುಗೊಂಡಿತು. ಬೆಳಿಗ್ಗೆ 11 ಗಂಟೆವರೆಗೆ ಶೇ.26.22ರಷ್ಟು ಮತದಾನ ನಡೆಯಿತು. ಮಧ್ಯಾಹ್ನ 1 ಗಂಟೆ ವೇಳೆಗೆ ಶೇ.45.81ರಷ್ಟು ಮತದಾನ ನಡೆಯಿತು. ಸಂಜೆ 5 ಗಂಟೆವರೆಗೆ ಶೇ.76.29 ರಷ್ಟು ಮತದಾನ ನಡೆದಿತ್ತು. ಬಿಸಿಲ ಧಗೆಯ ನಡುವೆಯೂ ಮತದಾರರು ಉತ್ಸಾಹದಿಂದ ಮತಗಟ್ಟೆಗಳತ್ತ ಆಗಮಿಸಿ ಮತ ಚಲಾಯಿಸಿದರು. ಜಿಲ್ಲೆಯ — [194, 347, 304, 480]
vip-photo-2 — [164, 520, 250, 632]
masthead-date: ಭಾನುವಾರ 13 ಮೇ 2018 — [80, 50, 180, 61]
lead-headline: ಜಿಲ್ಲೆಯಲ್ಲಿ ಶೇ.82.34ರಷ್ಟು ಶಾಂತಿಯುತ ಮತದಾನ — [128, 117, 817, 163]
candidates-box — [304, 640, 524, 836]
obituary-body: ಯಳಂದೂರು, ಮೇ 12– ಯಳಂದೂರು ಪಟ್ಟಣದ ಕೃಷ್ಣಾಪುರ ಬಡಾವಣೆಯ ಗಗನ್ (2) ಅವರು ಅನಾರೋಗ್ಯದಿಂದ ಶನಿವಾರ ನಿಧನರಾದರು. ಮೃತರ ಅಂತ್ಯಕ್ರಿಯೆ ಸ್ವಗ್ರಾಮದಲ್ಲಿ ನೆರವೇರಿತು. — [768, 1127, 802, 1213]
lead-photo-caption: ಚಾಮರಾಜನಗರ ವಿಧಾನಸಭಾ ಕ್ಷೇತ್ರ ವ್ಯಾಪ್ತಿಯ ಉದ್ದನೂರು ಮತ್ತು ಕೂಡ್ಲೂರು ಗ್ರಾಮದಲ್ಲಿ ಮತದಾರರು ಮತ ಚಲಾಯಿಸಲು ಸರತಿ ಸಾಲಿನಲ್ಲಿ ನಿಂತಿರುವುದು. — [78, 333, 370, 340]
address-line: ವಿಳಾಸ: ನಂದಿನಿ ಗ್ರಾಫಿಕ್ಸ್, ಸಿಹೆಚ್‌ಆರ್ ಕಾಂಪ್ಲೆಕ್ಸ್, ಜೋಡಿ ರಸ್ತೆ, ಚಾಮರಾಜನಗರ–571313. ಫ್ಯಾಕ್ಸ್: 08226–222608, ಮೊಬೈಲ್: 9242265657 — [172, 94, 523, 102]
lead-body-col1: ಚಾಮರಾಜನಗರ, ಮೇ 12(ಎಸ್‌ಎನ್)– ಜಿಲ್ಲೆಯ ಹನೂರು, ಕೊಳ್ಳೇಗಾಲ, ಚಾಮರಾಜನಗರ ಹಾಗೂ ಗುಂಡ್ಲುಪೇಟೆ ವಿಧಾನಸಭಾ ಕ್ಷೇತ್ರಗಳಲ್ಲಿ ನಡೆದ ಮತದಾನ ಸಾರ್ವತ್ರಿಕ ಚುನಾವಣೆಗೆ ನಡೆದ ಬಹುತೇಕ ಮತದಾನ ನಡೆದಿದೆ. ಜಿಲ್ಲೆಯಲ್ಲಿ ಒಟ್ಟು 8,25,652 ಮತದಾರರಿದ್ದು ಹನೂರಿನಲ್ಲಿ ಶೇ.78.92, ಕೊಳ್ಳೇಗಾಲದಲ್ಲಿ ಶೇ.81.64 ಚಾಮರಾಜನಗರದಲ್ಲಿ ಶೇ.80.46 ಗುಂಡ್ಲುಪೇಟೆಯಲ್ಲಿ ಶೇ.88.29 ರಷ್ಟು ಮತ ಚಲಾವಣೆಯಾಗಿದೆ. ಮಂದಗತಿಯಲ್ಲಿ ಆರಂಭವಾದ ಮತದಾನ ಮಧ್ಯಾಹ್ನದ ಬಳಿಕ ಬಿರುಸುಗೊಂಡಿತು. ಬೆಳಿಗ್ಗೆ 11 ಗಂಟೆವರೆಗೆ ಶೇ.26.22ರಷ್ಟು ಮತದಾನ ನಡೆಯಿತು. ಮಧ್ಯಾಹ್ನ 1 ಗಂಟೆ ವೇಳೆಗೆ ಶೇ.45.81ರಷ್ಟು ಮತದಾನ ನಡೆಯಿತು. ಸಂಜೆ 5 ಗಂಟೆವರೆಗೆ ಶೇ.76.29 ರಷ್ಟು ಮತದಾನ ನಡೆದಿತ್ತು. ಬಿಸಿಲ ಧಗೆಯ ನಡುವೆಯೂ ಮತದಾರರು ಉತ್ಸಾಹದಿಂದ ಮತಗಟ್ಟೆಗಳತ್ತ ಆಗಮಿಸಿ ಮತ ಚಲಾಯಿಸಿದರು. ಜಿಲ್ಲೆಯ — [78, 347, 190, 480]
tribal-photo — [190, 1026, 524, 1174]
registration-dot-yellow-right — [846, 1295, 854, 1303]
vip-3-illustration — [255, 521, 340, 632]
collector-role: ಹಾಗೂ ಜಿಲ್ಲಾ ಚುನಾವಣಾಧಿಕಾರಿ — [732, 337, 804, 345]
firsttime-photo-3 — [694, 972, 764, 1056]
pink-body-col4: ಚಾಮರಾಜನಗರ, ಮೇ 12– ಜಿಲ್ಲೆಯ 19 ಮತಗಟ್ಟೆಗಳನ್ನು ಪಿಂಕ್ ಮತಗಟ್ಟೆ (ಸಖಿ ಮತಗಟ್ಟೆ) ಗಳನ್ನಾಗಿ ಪರಿವರ್ತಿಸಲಾಗಿತ್ತು. ಈ ಮತಗಟ್ಟೆಗಳಲ್ಲಿ ಮಹಿಳಾ ಸಿಬ್ಬಂದಿ ಮಾತ್ರ ಕಾರ್ಯನಿರ್ವಹಿಸಿದರು. ಮತಗಟ್ಟೆಗಳನ್ನು ಗುಲಾಬಿ ಬಣ್ಣದ ಬಲೂನ್‌ಗಳು, ಬಟ್ಟೆಗಳಿಂದ ಸಿಂಗರಿಸಲಾಗಿತ್ತು. ಚಾಮರಾಜನಗರ ಸರ್ಕಾರಿ ಪದವಿಪೂರ್ವ ಕಾಲೇಜಿನಲ್ಲಿ ಸ್ಥಾಪಿಸಿದ್ದ ಪಿಂಕ್ ಮತಗಟ್ಟೆ ಮತದಾರರ ಗಮನ ಸೆಳೆಯಿತು. ಮಹಿಳಾ ಮತದಾರರು ಸಂಭ್ರಮದಿಂದ ಮತ ಚಲಾಯಿಸಿದರು. — [760, 657, 866, 736]
collector-portrait — [796, 220, 864, 288]
pink-caption: ಗುಂಡ್ಲುಪೇಟೆಯ ಪಿಂಕ್ ಮತಗಟ್ಟೆ — [530, 657, 595, 664]
email: E-mail : nagaramithra@gmail.com — [740, 94, 865, 102]
registration-dot-magenta-mid — [458, 1295, 466, 1303]
vip-2-illustration — [165, 521, 250, 632]
registration-dot-yellow-mid — [468, 1295, 476, 1303]
firsttime-photo-2 — [612, 972, 690, 1056]
registration-dot-black-mid — [478, 1295, 486, 1303]
registration-dot-magenta-right — [836, 1295, 844, 1303]
tribal-body-col1: ಗುಂಡ್ಲುಪೇಟೆ, ಮೇ 12(ಜಿಎಸ್‌ಎನ್)– ವಿಧಾನಸಭಾ ಚುನಾವಣೆಯ ಅಂಗವಾಗಿ ಗಿರಿಜನರ ಹಾಡಿಯಲ್ಲಿ ಮತದಾನದ ಹಬ್ಬ ಆಚರಿಸಲಾಯಿತು. ಗಿರಿಜನರು ತಮ್ಮ ಸಾಂಪ್ರದಾಯಿಕ ಉಡುಗೆ ತೊಟ್ಟು ವಾದ್ಯಗಳೊಂದಿಗೆ ನೃತ್ಯ ಮಾಡುತ್ತಾ ಮತಗಟ್ಟೆಗೆ ಆಗಮಿಸಿದರು. ಮದ್ದೂರು ಕಾಲೋನಿಯ ಗಿರಿಜನ ಆಶ್ರಮ ಶಾಲೆಯಲ್ಲಿ ಸ್ಥಾಪಿಸಿದ್ದ ಮತಗಟ್ಟೆಯನ್ನು ತಳಿರು ತೋರಣಗಳಿಂದ ಸಿಂಗರಿಸಲಾಗಿತ್ತು. ಗಿರಿಜನರು ಉತ್ಸಾಹದಿಂದ ಸರತಿ ಸಾಲಿನಲ್ಲಿ ನಿಂತು ಮತ ಚಲಾಯಿಸಿದರು. ಅಧಿಕಾರಿಗಳು ಗಿರಿಜನರನ್ನು ಸ್ವಾಗತಿಸಿ ಮತದಾನಕ್ಕೆ ಅನುವು ಮಾಡಿಕೊಟ್ಟರು. ಇದು ಗಿರಿಜನರಲ್ಲಿ ಮತದಾನದ ಬಗ್ಗೆ ಜಾಗೃತಿ ಮೂಡಿಸುವಲ್ಲಿ ಸಹಕಾರಿಯಾಯಿತು. — [78, 1027, 186, 1133]
vip-photo-5 — [436, 520, 524, 632]
disabled-body-col1: ಗುಂಡ್ಲುಪೇಟೆ, ಮೇ 12– ಚುನಾವಣಾ ಆಯೋಗವು ಅಂಗವಿಕಲರು ಹಾಗೂ ವೃದ್ಧರಿಗೆ ಮತಗಟ್ಟೆಗೆ ತೆರಳಲು ವ್ಹೀಲ್‌ಚೇರ್ ಸೌಲಭ್ಯ ಕಲ್ಪಿಸಿದ್ದರೂ ಹಲವು ಮತಗಟ್ಟೆಗಳಲ್ಲಿ ಸಮರ್ಪಕ ವ್ಯವಸ್ಥೆ ಇಲ್ಲದೆ ಅಂಗವಿಕಲರು ಹಾಗೂ ವೃದ್ಧರು ಮತದಾನ ಮಾಡಲು ಪರದಾಡಿದರು. ಕೆಲವರನ್ನು ಕುಟುಂಬದ ಸದಸ್ಯರು ಬೈಕ್‌ನಲ್ಲಿ ಕರೆತಂದು ಮತ ಹಾಕಿಸಿದರು. ಇನ್ನು ಕೆಲವು ಕಡೆ ವೃದ್ಧರನ್ನು ಎತ್ತಿಕೊಂಡು ಬಂದು ಮತ ಹಾಕಿಸಿದ ದೃಶ್ಯ ಕಂಡುಬಂತು. — [324, 867, 524, 910]
registration-dot-black-right — [856, 1295, 864, 1303]
lead-photo-queue-men — [302, 212, 524, 330]
queue-women-illustration — [79, 213, 298, 330]
tribal-caption: ಗುಂಡ್ಲುಪೇಟೆ ತಾಲೂಕಿನ ಮದ್ದೂರು ಕಾಲೋನಿಯ ಗಿರಿಜನ ಆಶ್ರಮ ಶಾಲೆಯಲ್ಲಿ ಸ್ಥಾಪಿಸಿದ್ದ ಮತಗಟ್ಟೆಯಲ್ಲಿ ಗಿರಿಜನರು ಸಾಂಪ್ರದಾಯಿಕ ಉಡುಗೆ ತೊಟ್ಟು ನೃತ್ಯದೊಂದಿಗೆ ಆಗಮಿಸಿ ಮತದಾನ ಮಾಡಿದರು. — [190, 1176, 524, 1193]
